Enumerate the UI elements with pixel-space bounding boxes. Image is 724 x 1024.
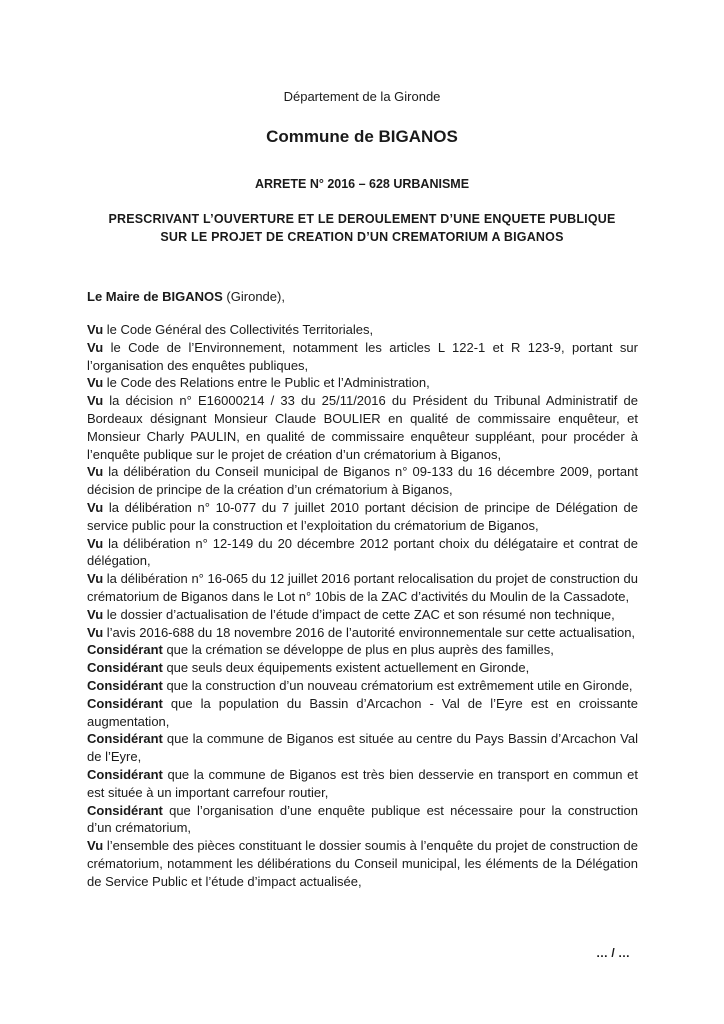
recital-paragraph <box>87 695 638 731</box>
mayor-intro <box>87 289 285 304</box>
recital-paragraph <box>87 837 638 890</box>
recital-lead: Vu <box>87 499 104 515</box>
recital-lead: Considérant <box>87 802 163 818</box>
recital-text: la délibération n° 10-077 du 7 juillet 2010 portant décision de principe de Délégation de service public pour la construction et l’exploitation du crématorium de Biganos, <box>87 499 638 533</box>
recital-text: la décision n° E16000214 / 33 du 25/11/2016 du Président du Tribunal Administratif de Bordeaux désignant Monsieur Claude BOULIER en qualité de commissaire enquêteur, et Monsieur Charly PAULIN, en qualité de commissaire enquêteur suppléant, pour procéder à l’enquête publique sur le projet de création d’un crématorium à Biganos, <box>87 393 638 462</box>
recital-text: la délibération du Conseil municipal de Biganos n° 09-133 du 16 décembre 2009, portant décision de principe de la création d’un crématorium à Biganos, <box>87 464 638 498</box>
page-continuation: … / … <box>596 946 631 960</box>
subject-line-2: SUR LE PROJET DE CREATION D’UN CREMATORIUM A BIGANOS <box>160 230 564 244</box>
recital-lead: Vu <box>87 606 104 622</box>
recital-lead: Considérant <box>87 731 163 747</box>
recital-paragraph <box>87 570 638 606</box>
recital-paragraph <box>87 606 638 624</box>
recital-text: que la population du Bassin d’Arcachon - Val de l’Eyre est en croissante augmentation, <box>87 695 638 729</box>
recital-lead: Vu <box>87 375 104 391</box>
recital-paragraph <box>87 463 638 499</box>
recital-text: la délibération n° 12-149 du 20 décembre 2012 portant choix du délégataire et contrat de délégation, <box>87 535 638 569</box>
recital-lead: Considérant <box>87 766 163 782</box>
commune-title: Commune de BIGANOS <box>266 127 458 146</box>
recital-lead: Vu <box>87 464 104 480</box>
recital-text: la délibération n° 16-065 du 12 juillet 2016 portant relocalisation du projet de construction du crématorium de Biganos dans le Lot n° 10bis de la ZAC d’activités du Moulin de la Cassadote, <box>87 571 638 604</box>
recital-paragraph <box>87 499 638 535</box>
recital-paragraph <box>87 339 638 375</box>
recital-text: le dossier d’actualisation de l’étude d’impact de cette ZAC et son résumé non technique, <box>103 606 615 622</box>
recitals <box>87 321 638 891</box>
recital-lead: Vu <box>87 393 104 409</box>
recital-lead: Vu <box>87 339 104 355</box>
recital-lead: Considérant <box>87 642 163 658</box>
recital-lead: Considérant <box>87 660 163 676</box>
recital-paragraph <box>87 766 638 802</box>
recital-text: que la commune de Biganos est située au centre du Pays Bassin d’Arcachon Val de l’Eyre, <box>87 731 638 765</box>
recital-paragraph <box>87 535 638 571</box>
recital-text: que la construction d’un nouveau crématorium est extrêmement utile en Gironde, <box>162 677 633 693</box>
mayor-location: (Gironde), <box>222 289 285 304</box>
recital-lead: Considérant <box>87 695 163 711</box>
recital-text: l’avis 2016-688 du 18 novembre 2016 de l’autorité environnementale sur cette actualisation, <box>103 624 636 640</box>
department-header: Département de la Gironde <box>283 89 441 104</box>
recital-lead: Vu <box>87 571 104 587</box>
recital-text: que la crémation se développe de plus en plus auprès des familles, <box>162 642 554 658</box>
recital-paragraph <box>87 677 638 695</box>
recital-paragraph <box>87 624 638 642</box>
recital-paragraph <box>87 321 638 339</box>
recital-paragraph <box>87 392 638 463</box>
recital-paragraph <box>87 659 638 677</box>
recital-lead: Considérant <box>87 677 163 693</box>
recital-lead: Vu <box>87 535 104 551</box>
recital-text: l’ensemble des pièces constituant le dossier soumis à l’enquête du projet de construction de crématorium, notamment les délibérations du Conseil municipal, les éléments de la Délégation de Service Public et l’étude d’impact actualisée, <box>87 838 638 889</box>
mayor-title: Le Maire de BIGANOS <box>87 289 223 304</box>
recital-text: le Code de l’Environnement, notamment les articles L 122-1 et R 123-9, portant sur l’organisation des enquêtes publiques, <box>87 339 638 373</box>
recital-text: le Code des Relations entre le Public et l’Administration, <box>103 375 430 391</box>
recital-lead: Vu <box>87 838 104 854</box>
recital-text: que la commune de Biganos est très bien desservie en transport en commun et est située à un important carrefour routier, <box>87 766 638 800</box>
recital-lead: Vu <box>87 624 104 640</box>
recital-lead: Vu <box>87 322 104 337</box>
subject-line-1: PRESCRIVANT L’OUVERTURE ET LE DEROULEMENT D’UNE ENQUETE PUBLIQUE <box>108 212 616 226</box>
arrete-number: ARRETE N° 2016 – 628 URBANISME <box>254 177 470 191</box>
recital-text: le Code Général des Collectivités Territoriales, <box>103 322 374 337</box>
recital-paragraph <box>87 641 638 659</box>
arrete-subject <box>0 210 724 246</box>
recital-text: que seuls deux équipements existent actuellement en Gironde, <box>162 660 530 676</box>
recital-paragraph <box>87 374 638 392</box>
recital-paragraph <box>87 802 638 838</box>
recital-paragraph <box>87 730 638 766</box>
recital-text: que l’organisation d’une enquête publique est nécessaire pour la construction d’un crématorium, <box>87 802 638 836</box>
